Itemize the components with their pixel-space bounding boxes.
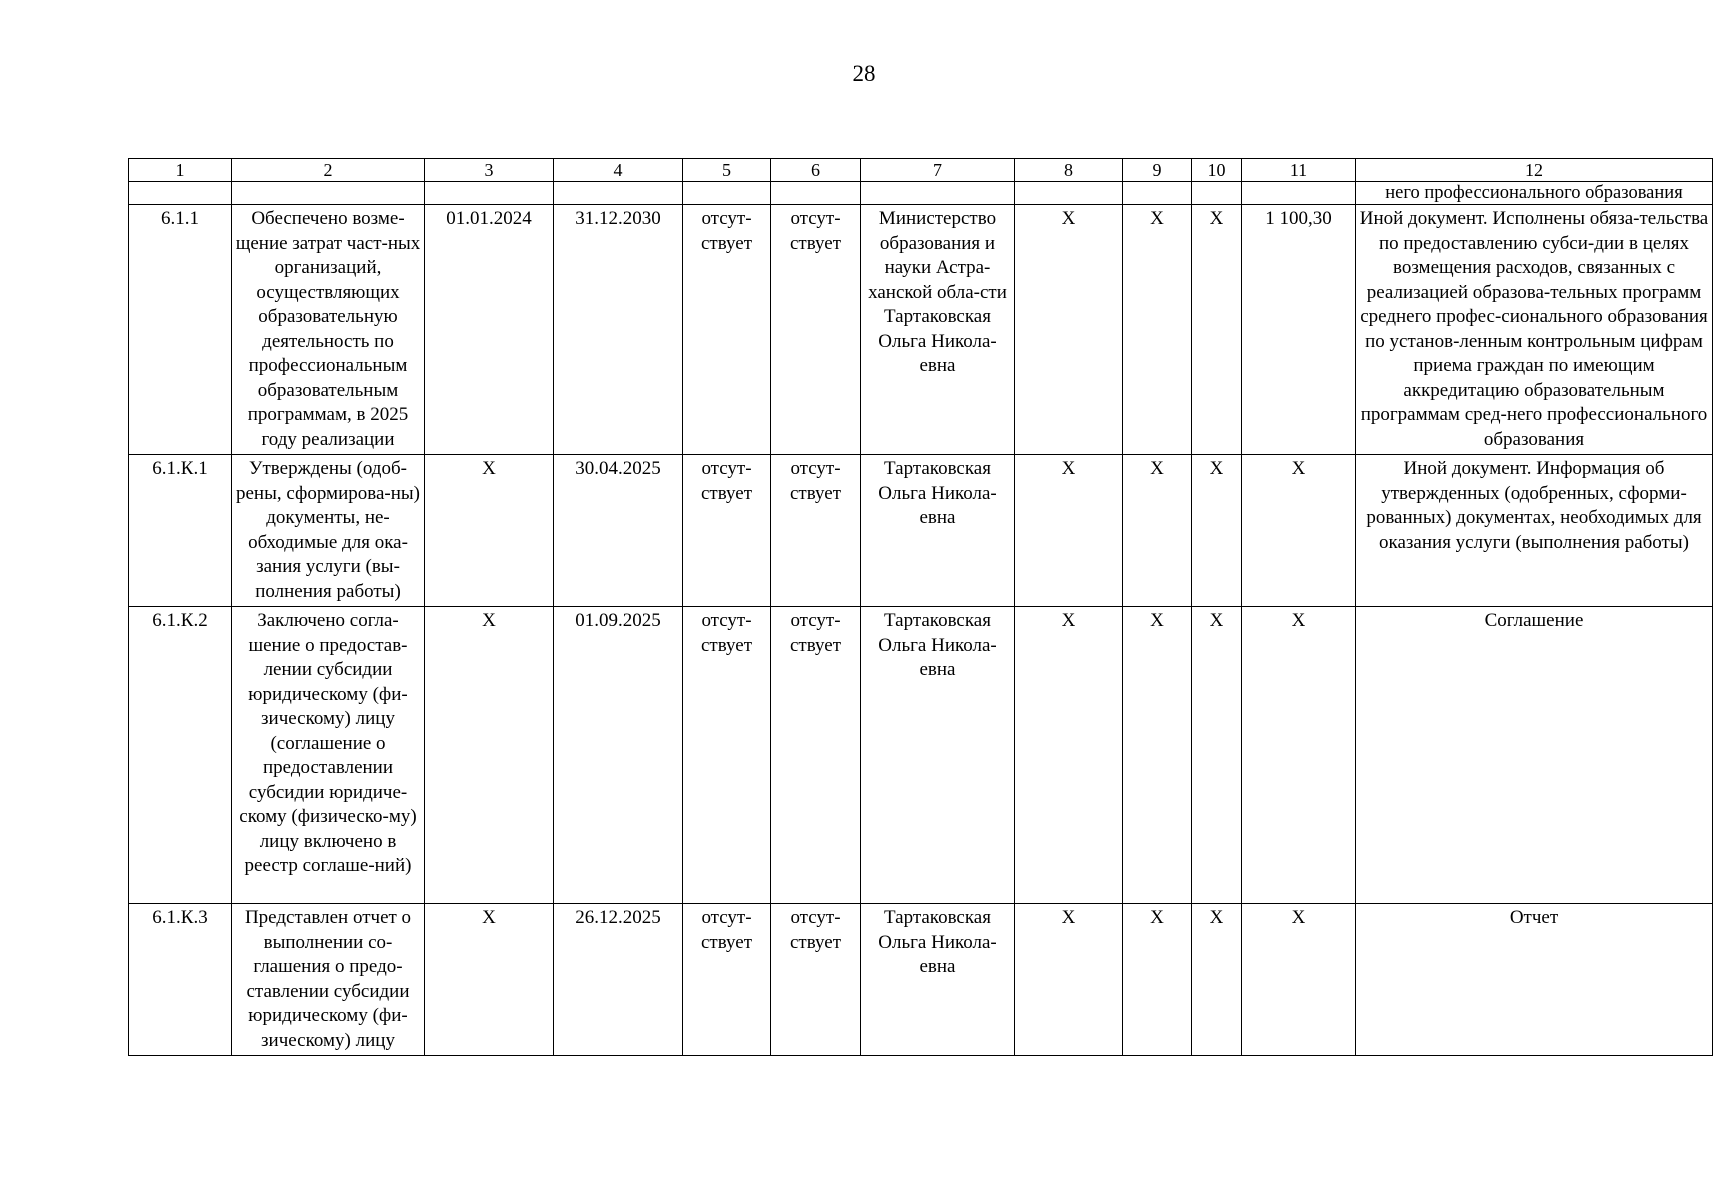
- result-document: Иной документ. Исполнены обяза-тельства по предоставлению субси-дии в целях возмещения расходов, связанных с реализацией образова-тельных программ среднего профес-сионального образования по установ-ленным контрольным цифрам приема граждан по имеющим аккредитацию образовательным программам сред-него профессионального образования: [1356, 205, 1713, 455]
- end-date: 26.12.2025: [554, 904, 683, 1056]
- column-11-value: X: [1242, 607, 1356, 904]
- column-number: 8: [1015, 159, 1123, 182]
- column-8-value: X: [1015, 455, 1123, 607]
- column-10-value: X: [1192, 904, 1242, 1056]
- column-number: 3: [425, 159, 554, 182]
- plan-table: [128, 158, 1713, 1056]
- row-code: 6.1.К.3: [129, 904, 232, 1056]
- column-number: 6: [771, 159, 861, 182]
- column-11-value: X: [1242, 455, 1356, 607]
- page-number: 28: [852, 61, 876, 86]
- column-5-value: отсут-ствует: [683, 205, 771, 455]
- row-name: Представлен отчет о выполнении со-глашения о предо-ставлении субсидии юридическому (фи-зическому) лицу: [232, 904, 425, 1056]
- start-date: X: [425, 607, 554, 904]
- column-9-value: X: [1123, 904, 1192, 1056]
- column-number: 7: [861, 159, 1015, 182]
- column-5-value: отсут-ствует: [683, 455, 771, 607]
- column-number: 9: [1123, 159, 1192, 182]
- column-8-value: X: [1015, 607, 1123, 904]
- end-date: 01.09.2025: [554, 607, 683, 904]
- responsible: Тартаковская Ольга Никола-евна: [861, 607, 1015, 904]
- column-6-value: отсут-ствует: [771, 205, 861, 455]
- start-date: 01.01.2024: [425, 205, 554, 455]
- column-9-value: X: [1123, 205, 1192, 455]
- column-number: 1: [129, 159, 232, 182]
- column-10-value: X: [1192, 607, 1242, 904]
- column-11-value: 1 100,30: [1242, 205, 1356, 455]
- column-9-value: X: [1123, 455, 1192, 607]
- result-document: Отчет: [1356, 904, 1713, 1056]
- column-11-value: X: [1242, 904, 1356, 1056]
- row-name: Утверждены (одоб-рены, сформирова-ны) документы, не-обходимые для ока-зания услуги (вы-полнения работы): [232, 455, 425, 607]
- column-number-row: [129, 159, 1713, 182]
- column-number: 4: [554, 159, 683, 182]
- column-5-value: отсут-ствует: [683, 904, 771, 1056]
- end-date: 30.04.2025: [554, 455, 683, 607]
- column-8-value: X: [1015, 205, 1123, 455]
- column-6-value: отсут-ствует: [771, 904, 861, 1056]
- end-date: 31.12.2030: [554, 205, 683, 455]
- column-10-value: X: [1192, 455, 1242, 607]
- row-code: 6.1.К.2: [129, 607, 232, 904]
- column-6-value: отсут-ствует: [771, 455, 861, 607]
- row-name: Заключено согла-шение о предостав-лении субсидии юридическому (фи-зическому) лицу (соглашение о предоставлении субсидии юридиче-скому (физическо-му) лицу включено в реестр соглаше-ний): [232, 607, 425, 904]
- table-row: [129, 607, 1713, 904]
- table-row: [129, 205, 1713, 455]
- result-document: Соглашение: [1356, 607, 1713, 904]
- column-8-value: X: [1015, 904, 1123, 1056]
- continuation-row: [129, 182, 1713, 205]
- row-name: Обеспечено возме-щение затрат част-ных организаций, осуществляющих образовательную деятельность по профессиональным образовательным программам, в 2025 году реализации: [232, 205, 425, 455]
- column-number: 2: [232, 159, 425, 182]
- responsible: Тартаковская Ольга Никола-евна: [861, 904, 1015, 1056]
- result-document: Иной документ. Информация об утвержденных (одобренных, сформи-рованных) документах, необходимых для оказания услуги (выполнения работы): [1356, 455, 1713, 607]
- column-9-value: X: [1123, 607, 1192, 904]
- column-10-value: X: [1192, 205, 1242, 455]
- column-5-value: отсут-ствует: [683, 607, 771, 904]
- table-row: [129, 455, 1713, 607]
- row-code: 6.1.К.1: [129, 455, 232, 607]
- column-number: 10: [1192, 159, 1242, 182]
- start-date: X: [425, 904, 554, 1056]
- continued-text: него профессионального образования: [1356, 182, 1713, 205]
- column-6-value: отсут-ствует: [771, 607, 861, 904]
- column-number: 5: [683, 159, 771, 182]
- column-number: 12: [1356, 159, 1713, 182]
- row-code: 6.1.1: [129, 205, 232, 455]
- start-date: X: [425, 455, 554, 607]
- responsible: Министерство образования и науки Астра-ханской обла-сти Тартаковская Ольга Никола-евна: [861, 205, 1015, 455]
- responsible: Тартаковская Ольга Никола-евна: [861, 455, 1015, 607]
- table-row: [129, 904, 1713, 1056]
- column-number: 11: [1242, 159, 1356, 182]
